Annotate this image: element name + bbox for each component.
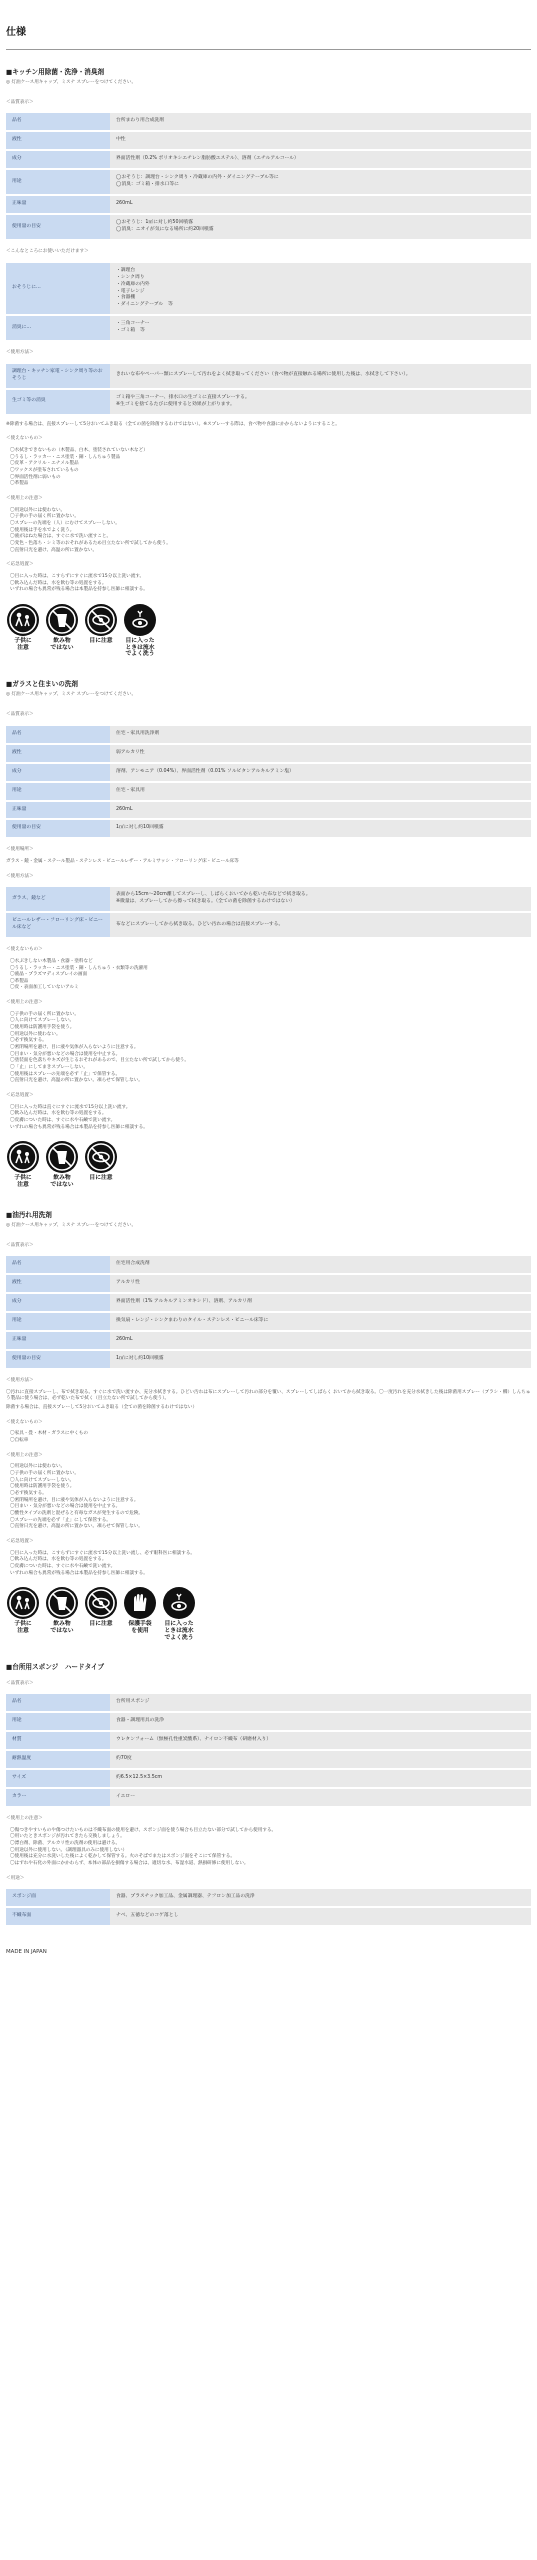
warning-icon-label: 保護手袋 を使用 bbox=[128, 1621, 152, 1634]
spec-table bbox=[6, 1692, 531, 1808]
spec-row bbox=[6, 364, 531, 388]
list-item: 〇自転車 bbox=[10, 1438, 29, 1444]
list-item: 〇革製品 bbox=[10, 978, 29, 984]
spec-row bbox=[6, 1770, 531, 1787]
warning-icon-label: 飲み物 ではない bbox=[50, 1621, 74, 1634]
no-drink-icon bbox=[46, 1587, 78, 1619]
spec-value bbox=[110, 820, 531, 837]
spec-value-line: ◯おそうじ：調理台・シンク周り・冷蔵庫の内外・ダイニングテーブル等に bbox=[116, 175, 279, 181]
places-text: ガラス・鏡・金属・ステール製品・ステンレス・ビニールレザー・アルミサッシ・フローリング床・ビニール床等 bbox=[6, 859, 239, 865]
spec-key: 正味量 bbox=[6, 196, 110, 213]
list-item: 〇「止」にしてまきスプレーしない。 bbox=[10, 1065, 88, 1071]
warning-icons bbox=[6, 1587, 531, 1641]
spec-key: 用途 bbox=[6, 1313, 110, 1330]
spec-row bbox=[6, 1789, 531, 1806]
list-item: 〇直射日光を避け、高温の所に置かない。凍らせて保管しない。 bbox=[10, 1524, 143, 1530]
spec-value-line: ・食器棚 bbox=[116, 295, 136, 301]
spec-row bbox=[6, 390, 531, 414]
no-drink-icon bbox=[46, 604, 78, 636]
product-section bbox=[6, 1663, 531, 1927]
list-item: 〇飲み込んだ時は、水を飲む等の処置をする。 bbox=[10, 1557, 107, 1563]
list-item: 〇はずれや石化の外面にかかわらず、本体の部品を損傷する場合は、適切な水、布湿水道、熱損研修に使用しない。 bbox=[10, 1861, 249, 1867]
spec-key: スポンジ面 bbox=[6, 1889, 110, 1906]
spec-row bbox=[6, 1889, 531, 1906]
spec-row bbox=[6, 1694, 531, 1711]
section-title: ■油汚れ用洗剤 bbox=[6, 1210, 52, 1219]
spec-row bbox=[6, 1332, 531, 1349]
spec-key: 成分 bbox=[6, 151, 110, 168]
spec-row bbox=[6, 316, 531, 340]
spec-row bbox=[6, 1751, 531, 1768]
list-item: 〇スプレーの先端を（人）にむけてスプレーしない。 bbox=[10, 520, 120, 526]
spec-key: 正味量 bbox=[6, 802, 110, 819]
spec-key: 調理台・キッチン家電・シンク周り等のおそうじ bbox=[6, 364, 110, 388]
usage-heading: ＜使用方法＞ bbox=[6, 1378, 34, 1384]
spec-value bbox=[110, 1889, 531, 1906]
spec-value-line: 界面活性剤（0.2% ポリオキシエチレン脂肪酸エステル）、溶剤（エチルアルコール） bbox=[116, 156, 299, 162]
caution-list bbox=[6, 1012, 531, 1085]
wash-eye-icon bbox=[163, 1587, 195, 1619]
spec-value-line: 食器、プラスチック加工品、金属調理器、テフロン加工品の洗浄 bbox=[116, 1894, 255, 1900]
spec-row bbox=[6, 783, 531, 800]
list-item: 〇塗装面を色落ちやキズが生じるおそれがあるので、目立たない所で試してから使う。 bbox=[10, 1058, 189, 1064]
spec-value bbox=[110, 1256, 531, 1273]
list-item: 〇目まい・気分が悪いなどの場合は使用を中止する。 bbox=[10, 1051, 121, 1057]
places-heading: ＜こんなところにお使いいただけます＞ bbox=[6, 248, 89, 254]
usage-heading: ＜使用方法＞ bbox=[6, 873, 34, 879]
list-item: 〇直射日光を避け、高温の所に置かない。凍らせて保管しない。 bbox=[10, 1078, 143, 1084]
spec-value-line: 260mL bbox=[116, 806, 133, 812]
spec-key: 液性 bbox=[6, 132, 110, 149]
spec-value bbox=[110, 151, 531, 168]
spec-value-line: ・電子レンジ bbox=[116, 288, 145, 294]
warning-icon-item bbox=[6, 1141, 40, 1188]
spec-row bbox=[6, 913, 531, 937]
spec-value-line: ナベ、五徳などのコゲ落とし bbox=[116, 1913, 179, 1919]
spec-key: 正味量 bbox=[6, 1332, 110, 1349]
caution-heading: ＜使用上の注意＞ bbox=[6, 1816, 43, 1822]
list-item: 〇うるし・ラッカー・ニス塗装・銅・しんちゅう・衣類等の洗濯用 bbox=[10, 965, 148, 971]
spec-value-line: 表面から15cm〜20cm離してスプレーし、しばらくおいてから乾いた布などで拭き取る。 bbox=[116, 892, 311, 898]
usage-table bbox=[6, 1887, 531, 1927]
usage-text bbox=[6, 1405, 531, 1412]
spec-row bbox=[6, 1294, 531, 1311]
spec-table bbox=[6, 111, 531, 241]
spec-row bbox=[6, 196, 531, 213]
spec-value bbox=[110, 1332, 531, 1349]
section-note: ◎ 灯油ケース用キャップ、ミスナ スプレーをつけてください。 bbox=[6, 1223, 137, 1229]
made-in-label: MADE IN JAPAN bbox=[6, 1949, 47, 1956]
warning-icon-label: 子供に 注意 bbox=[14, 637, 32, 651]
spec-value bbox=[110, 1694, 531, 1711]
spec-value-line: ※生ゴミを捨てるたびに使用すると効果が上がります。 bbox=[116, 401, 235, 407]
spec-key: 品名 bbox=[6, 1256, 110, 1273]
list-item: 〇皮膚についた時は、すぐに水や石鹸で洗い流す。 bbox=[10, 1563, 116, 1569]
list-item: 〇一度汚れを充分水拭きした後は除菌用スプレー（ブラシ・櫛）しんちゅう製品に使う場合は、必ず乾いた布で拭く（目立たない所で試してから使う）。 bbox=[6, 1389, 531, 1402]
spec-key: 用途 bbox=[6, 783, 110, 800]
section-title: ■台所用スポンジ ハードタイプ bbox=[6, 1663, 105, 1672]
list-item: 〇汚れに直接スプレーし、布で拭き取る。すぐに水で洗い流すか、充分水拭きする。ひどい汚れは布にスプレーして汚れの部分を覆い、スプレーしてしばらく おいてから拭き取る。 bbox=[6, 1389, 380, 1395]
warning-icon-item bbox=[84, 1141, 118, 1188]
specs-heading: ＜品質表示＞ bbox=[6, 1680, 34, 1686]
list-item: 〇必ず換気する。 bbox=[10, 1038, 47, 1044]
spec-value bbox=[110, 802, 531, 819]
list-item: ※除菌する場合は、直接スプレーして5分おいてふき取る（全ての菌を除菌するわけではない）。 bbox=[6, 421, 204, 427]
spec-key: おそうじに… bbox=[6, 263, 110, 315]
spec-value-line: ・シンク周り bbox=[116, 274, 145, 280]
spec-key: 品名 bbox=[6, 1694, 110, 1711]
spec-value-line: 住宅・家具用洗浄剤 bbox=[116, 730, 160, 736]
product-section bbox=[6, 68, 531, 658]
spec-row bbox=[6, 1908, 531, 1925]
list-item: 〇用いたときスポンジが汚れてきたら交換しましょう。 bbox=[10, 1834, 125, 1840]
sections-container bbox=[6, 68, 531, 1928]
spec-key: 耐熱温度 bbox=[6, 1751, 110, 1768]
list-item: 〇使用時は防護用手袋を使う。 bbox=[10, 1484, 75, 1490]
first-aid-heading: ＜応急処置＞ bbox=[6, 1538, 34, 1544]
list-item: 〇直射日光を避け、高温の所に置かない。 bbox=[10, 547, 98, 553]
warning-icon-label: 目に注意 bbox=[89, 1621, 113, 1628]
spec-value-line: 260mL bbox=[116, 1337, 133, 1343]
spec-key: 使用量の目安 bbox=[6, 1351, 110, 1368]
spec-value bbox=[110, 390, 531, 414]
list-item: 〇使用後は充分に水洗いした後によく乾かして保管する。火のそばでまたはスポンジ面をそこにて保管する。 bbox=[10, 1854, 235, 1860]
spec-value bbox=[110, 1313, 531, 1330]
list-item: 除菌する場合は、直接スプレーして5分おいてふき取る（全ての菌を除菌するわけではない） bbox=[6, 1405, 198, 1411]
list-item: 〇用途以外に使わない。 bbox=[10, 1031, 61, 1037]
usage-notes bbox=[6, 422, 531, 429]
cant-use-heading: ＜使えないもの＞ bbox=[6, 436, 43, 442]
list-item: 〇水ぶきしない木製品・食器・塗料など bbox=[10, 958, 93, 964]
usage-table bbox=[6, 362, 531, 416]
eye-caution-icon bbox=[85, 1587, 117, 1619]
product-section bbox=[6, 1211, 531, 1642]
list-item: 〇皮膚についた時は、すぐに水や石鹸で洗い流す。 bbox=[10, 1117, 116, 1123]
specs-heading: ＜品質表示＞ bbox=[6, 99, 34, 105]
list-item: 〇用途以外には使わない。 bbox=[10, 1464, 66, 1470]
spec-key: ガラス、鏡など bbox=[6, 887, 110, 911]
caution-heading: ＜使用上の注意＞ bbox=[6, 495, 43, 501]
spec-value bbox=[110, 1713, 531, 1730]
eye-caution-icon bbox=[85, 1141, 117, 1173]
spec-value bbox=[110, 364, 531, 388]
product-section bbox=[6, 680, 531, 1189]
warning-icon-label: 飲み物 ではない bbox=[50, 637, 74, 651]
spec-value-line: ◯消臭：ゴミ箱・排水口等に bbox=[116, 182, 179, 188]
spec-value bbox=[110, 1294, 531, 1311]
cant-use-heading: ＜使えないもの＞ bbox=[6, 947, 43, 953]
spec-row bbox=[6, 820, 531, 837]
spec-value-line: ◯おそうじ：1㎡に対し約50回噴霧 bbox=[116, 220, 193, 226]
list-item: ※スプレーする際は、食べ物や食器にかからないようにすること。 bbox=[203, 421, 340, 427]
list-item: 〇密閉場所を避け、目に液や気体が入らないように注意する。 bbox=[10, 1497, 139, 1503]
list-item: 〇用途以外に使用しない。（調理器具のみに使用しない） bbox=[10, 1847, 128, 1853]
spec-value-line: きれいな布やペーパー類にスプレーして汚れをよく拭き取ってください（食べ物が直接触れる場所に使用した後は、水拭きして下さい）。 bbox=[116, 372, 411, 378]
spec-value-line: 約6.5×12.5×3.5cm bbox=[116, 1775, 163, 1781]
spec-value bbox=[110, 726, 531, 743]
warning-icon-item bbox=[45, 604, 79, 658]
spec-row bbox=[6, 1256, 531, 1273]
spec-key: 使用量の目安 bbox=[6, 820, 110, 837]
spec-value bbox=[110, 783, 531, 800]
spec-value-line: 住宅・家具用 bbox=[116, 787, 145, 793]
warning-icon-label: 飲み物 ではない bbox=[50, 1175, 74, 1188]
spec-value-line: 弱アルカリ性 bbox=[116, 749, 145, 755]
list-item: 〇人に向けてスプレーしない。 bbox=[10, 1018, 75, 1024]
section-title: ■ガラスと住まいの洗剤 bbox=[6, 679, 78, 688]
spec-value-line: アルカリ性 bbox=[116, 1280, 140, 1286]
spec-value-line: 約70度 bbox=[116, 1756, 132, 1762]
list-item: 〇革製品 bbox=[10, 481, 29, 487]
child-caution-icon bbox=[7, 1141, 39, 1173]
caution-list bbox=[6, 1464, 531, 1531]
spec-row bbox=[6, 151, 531, 168]
spec-table bbox=[6, 1254, 531, 1370]
list-item: 〇漂白剤、除菌、アルカリ性の洗剤の使用は避ける。 bbox=[10, 1841, 121, 1847]
warning-icons bbox=[6, 1141, 531, 1188]
list-item: 〇必ず換気する。 bbox=[10, 1491, 47, 1497]
spec-row bbox=[6, 1313, 531, 1330]
list-item: いずれの場合も異常が残る場合は本製品を持参し医師に相談する。 bbox=[10, 587, 148, 593]
list-item: 〇水拭きできないもの（木製品、白木、塗装されていない木など） bbox=[10, 448, 148, 454]
spec-value bbox=[110, 263, 531, 315]
list-item: 〇人に向けてスプレーしない。 bbox=[10, 1477, 75, 1483]
list-item: 〇うるし・ラッカー・ニス塗装・銅・しんちゅう製品 bbox=[10, 454, 121, 460]
list-item: 〇皮革・アクリル・エナメル製品 bbox=[10, 461, 79, 467]
list-item: 〇用途以外には使わない。 bbox=[10, 507, 66, 513]
list-item: 〇界面活性剤に弱いもの bbox=[10, 474, 61, 480]
spec-row bbox=[6, 132, 531, 149]
list-item: 〇スプレーの先端を必ず「止」にして保管する。 bbox=[10, 1517, 111, 1523]
spec-value bbox=[110, 913, 531, 937]
list-item: 〇目に入った時は直ぐにすぐに流水で15分以上洗い流す。 bbox=[10, 1104, 131, 1110]
spec-row bbox=[6, 802, 531, 819]
list-item: 〇飲み込んだ時は、水を飲む等の処置をする。 bbox=[10, 580, 107, 586]
spec-key: 生ゴミ等の消臭 bbox=[6, 390, 110, 414]
no-drink-icon bbox=[46, 1141, 78, 1173]
spec-value bbox=[110, 196, 531, 213]
list-item: 〇変色・色落ち・シミ等のおそれがあるため目立たない所で試してから使う。 bbox=[10, 540, 171, 546]
warning-icon-label: 目に注意 bbox=[89, 637, 113, 644]
spec-value bbox=[110, 1789, 531, 1806]
spec-row bbox=[6, 764, 531, 781]
usage-table bbox=[6, 885, 531, 939]
spec-value-line: 台所まわり用合成洗剤 bbox=[116, 118, 164, 124]
usage-heading: ＜用途＞ bbox=[6, 1875, 25, 1881]
spec-value bbox=[110, 764, 531, 781]
spec-value-line: ・ゴミ箱 等 bbox=[116, 328, 145, 334]
spec-key: 用途 bbox=[6, 1713, 110, 1730]
spec-key: サイズ bbox=[6, 1770, 110, 1787]
spec-key: 成分 bbox=[6, 1294, 110, 1311]
list-item: 〇酸性タイプの洗剤と混ぜると有毒なガスが発生するので危険。 bbox=[10, 1511, 143, 1517]
warning-icon-item bbox=[162, 1587, 196, 1641]
list-item: 〇液がはねた場合は、すぐに水で洗い流すこと。 bbox=[10, 534, 112, 540]
usage-warning-text bbox=[6, 1390, 531, 1403]
warning-icon-label: 子供に 注意 bbox=[14, 1175, 32, 1188]
spec-value bbox=[110, 1732, 531, 1749]
spec-row bbox=[6, 1275, 531, 1292]
page-title: 仕様 bbox=[6, 0, 531, 50]
list-item: 〇使用時は防護用手袋を使う。 bbox=[10, 1025, 75, 1031]
spec-key: 用途 bbox=[6, 170, 110, 194]
spec-value-line: ・冷蔵庫の内外 bbox=[116, 281, 150, 287]
list-item: 〇目に入った時は、こすらずにすぐに流水で15分以上洗い流す。 bbox=[10, 573, 145, 579]
wash-eye-icon bbox=[124, 604, 156, 636]
spec-value-line: 界面活性剤（1% アルキルアミンオキシド）、溶剤、アルカリ剤 bbox=[116, 1299, 252, 1305]
spec-key: 消臭に… bbox=[6, 316, 110, 340]
spec-row bbox=[6, 1732, 531, 1749]
spec-value-line: ウレタンフォーム（無極孔性重炭酸系）、ナイロン不織布（研磨材入り） bbox=[116, 1737, 272, 1743]
spec-key: 液性 bbox=[6, 1275, 110, 1292]
cant-use-list bbox=[6, 1431, 531, 1444]
spec-value bbox=[110, 1751, 531, 1768]
spec-key: 使用量の目安 bbox=[6, 215, 110, 239]
first-aid-heading: ＜応急処置＞ bbox=[6, 1093, 34, 1098]
places-table bbox=[6, 261, 531, 343]
places-heading: ＜使用場所＞ bbox=[6, 847, 34, 853]
spec-value-line: ※微量は、スプレーしてから擦って拭き取る。（全ての菌を除菌するわけではない） bbox=[116, 899, 295, 905]
warning-icon-label: 子供に 注意 bbox=[14, 1621, 32, 1634]
warning-icon-item bbox=[45, 1141, 79, 1188]
warning-icon-label: 目に入った ときは流水 でよく洗う bbox=[164, 1621, 194, 1641]
warning-icon-item bbox=[123, 604, 157, 658]
caution-list bbox=[6, 1828, 531, 1868]
list-item: 〇家具・畳・木材・ガラスに中くもの bbox=[10, 1431, 88, 1437]
warning-icon-item bbox=[123, 1587, 157, 1641]
spec-value-line: 溶剤、アンモニア（0.04%）、界面活性剤（0.01% ソルビタンアルキルアミン塩） bbox=[116, 768, 294, 774]
list-item: 〇皮・表面加工していないアルミ bbox=[10, 985, 79, 991]
spec-value bbox=[110, 745, 531, 762]
list-item: いずれの場合も異常が残る場合は本製品を持参し医師に相談する。 bbox=[10, 1570, 148, 1576]
spec-key: 品名 bbox=[6, 726, 110, 743]
spec-value-line: ・三角コーナー bbox=[116, 321, 150, 327]
spec-table bbox=[6, 724, 531, 840]
spec-row bbox=[6, 1351, 531, 1368]
spec-row bbox=[6, 887, 531, 911]
spec-row bbox=[6, 745, 531, 762]
spec-value bbox=[110, 1908, 531, 1925]
spec-value-line: ゴミ箱や三角コーナー、排水口の生ゴミに直接スプレーする。 bbox=[116, 394, 250, 400]
specs-heading: ＜品質表示＞ bbox=[6, 1242, 34, 1248]
section-note: ◎ 灯油ケース用キャップ、ミスナ スプレーをつけてください。 bbox=[6, 692, 137, 698]
list-item: 〇子供の手の届く所に置かない。 bbox=[10, 1471, 79, 1477]
spec-value-line: 1㎡に対し約10回噴霧 bbox=[116, 1356, 164, 1362]
eye-caution-icon bbox=[85, 604, 117, 636]
usage-heading: ＜使用方法＞ bbox=[6, 350, 34, 356]
caution-list bbox=[6, 508, 531, 555]
spec-value-line: ・ダイニングテーブル 等 bbox=[116, 302, 173, 308]
list-item: 〇子供の手の届く所に置かない。 bbox=[10, 514, 79, 520]
first-aid-list bbox=[6, 1105, 531, 1132]
spec-key: ビニールレザー・フローリング床・ビニール床など bbox=[6, 913, 110, 937]
spec-row bbox=[6, 170, 531, 194]
child-caution-icon bbox=[7, 604, 39, 636]
cant-use-list bbox=[6, 959, 531, 992]
spec-key: 材質 bbox=[6, 1732, 110, 1749]
spec-row bbox=[6, 263, 531, 315]
spec-key: 液性 bbox=[6, 745, 110, 762]
cant-use-heading: ＜使えないもの＞ bbox=[6, 1419, 43, 1425]
first-aid-list bbox=[6, 574, 531, 594]
warning-icon-label: 目に注意 bbox=[89, 1175, 113, 1182]
caution-heading: ＜使用上の注意＞ bbox=[6, 1452, 43, 1458]
spec-value-line: ◯消臭：ニオイが気になる場所に約20回噴霧 bbox=[116, 227, 214, 233]
spec-value-line: 住宅用合成洗剤 bbox=[116, 1261, 150, 1267]
spec-value-line: 中性 bbox=[116, 137, 126, 143]
spec-row bbox=[6, 215, 531, 239]
section-title: ■キッチン用除菌・洗浄・消臭剤 bbox=[6, 67, 105, 76]
spec-value-line: 食器・調理用具の洗浄 bbox=[116, 1718, 164, 1724]
list-item: いずれの場合も異常が残る場合は本製品を持参し医師に相談する。 bbox=[10, 1124, 148, 1130]
list-item: 〇密閉場所を避け、目に液や気体が入らないように注意する。 bbox=[10, 1045, 139, 1051]
list-item: 〇目に入った時は、こすらずにすぐに流水で15分以上洗い流し、必ず眼科医に相談する。 bbox=[10, 1550, 196, 1556]
child-caution-icon bbox=[7, 1587, 39, 1619]
caution-heading: ＜使用上の注意＞ bbox=[6, 1000, 43, 1006]
warning-icon-item bbox=[84, 604, 118, 658]
list-item: 〇子供の手の届く所に置かない。 bbox=[10, 1011, 79, 1017]
warning-icon-item bbox=[6, 604, 40, 658]
spec-value-line: ・調理台 bbox=[116, 267, 136, 273]
spec-key: 品名 bbox=[6, 113, 110, 130]
list-item: 〇液晶・プラズマディスプレイの画面 bbox=[10, 972, 88, 978]
first-aid-list bbox=[6, 1551, 531, 1578]
spec-value bbox=[110, 1770, 531, 1787]
spec-key: 成分 bbox=[6, 764, 110, 781]
spec-value bbox=[110, 113, 531, 130]
gloves-icon bbox=[124, 1587, 156, 1619]
warning-icon-item bbox=[45, 1587, 79, 1641]
first-aid-heading: ＜応急処置＞ bbox=[6, 562, 34, 568]
cant-use-list bbox=[6, 448, 531, 488]
spec-key: 不織布面 bbox=[6, 1908, 110, 1925]
spec-value bbox=[110, 316, 531, 340]
spec-row bbox=[6, 1713, 531, 1730]
list-item: 〇傷つきやすいものや傷つけたいものは不織布面の使用を避け、スポンジ面を使う場合も目立たない部分で試してから使用する。 bbox=[10, 1827, 277, 1833]
spec-key: カラー bbox=[6, 1789, 110, 1806]
warning-icon-item bbox=[84, 1587, 118, 1641]
specs-heading: ＜品質表示＞ bbox=[6, 712, 34, 718]
spec-value bbox=[110, 1275, 531, 1292]
spec-value-line: 台所用スポンジ bbox=[116, 1699, 150, 1705]
spec-row bbox=[6, 113, 531, 130]
list-item: 〇使用後はスプレーの先端を必ず「止」で保管する。 bbox=[10, 1071, 121, 1077]
spec-row bbox=[6, 726, 531, 743]
spec-value-line: 260mL bbox=[116, 201, 133, 207]
spec-value bbox=[110, 170, 531, 194]
spec-value-line: イエロー bbox=[116, 1794, 135, 1800]
warning-icons bbox=[6, 604, 531, 658]
spec-value-line: 1㎡に対し約10回噴霧 bbox=[116, 825, 164, 831]
list-item: 〇使用後は手を水でよく洗う。 bbox=[10, 527, 75, 533]
spec-value-line: 換気扇・レンジ・シンクまわりのタイル・ステンレス・ビニール床等に bbox=[116, 1318, 269, 1324]
list-item: 〇飲み込んだ時は、水を飲む等の処置をする。 bbox=[10, 1111, 107, 1117]
list-item: 〇ワックスが塗布されているもの bbox=[10, 468, 79, 474]
spec-value bbox=[110, 887, 531, 911]
list-item: 〇目まい・気分が悪いなどの場合は使用を中止する。 bbox=[10, 1504, 121, 1510]
section-note: ◎ 灯油ケース用キャップ、ミスナ スプレーをつけてください。 bbox=[6, 80, 137, 86]
spec-value bbox=[110, 215, 531, 239]
warning-icon-item bbox=[6, 1587, 40, 1641]
spec-value bbox=[110, 132, 531, 149]
spec-value-line: 布などにスプレーしてから拭き取る。ひどい汚れの場合は直接スプレーする。 bbox=[116, 921, 284, 927]
spec-value bbox=[110, 1351, 531, 1368]
warning-icon-label: 目に入った ときは流水 でよく洗う bbox=[125, 637, 155, 658]
